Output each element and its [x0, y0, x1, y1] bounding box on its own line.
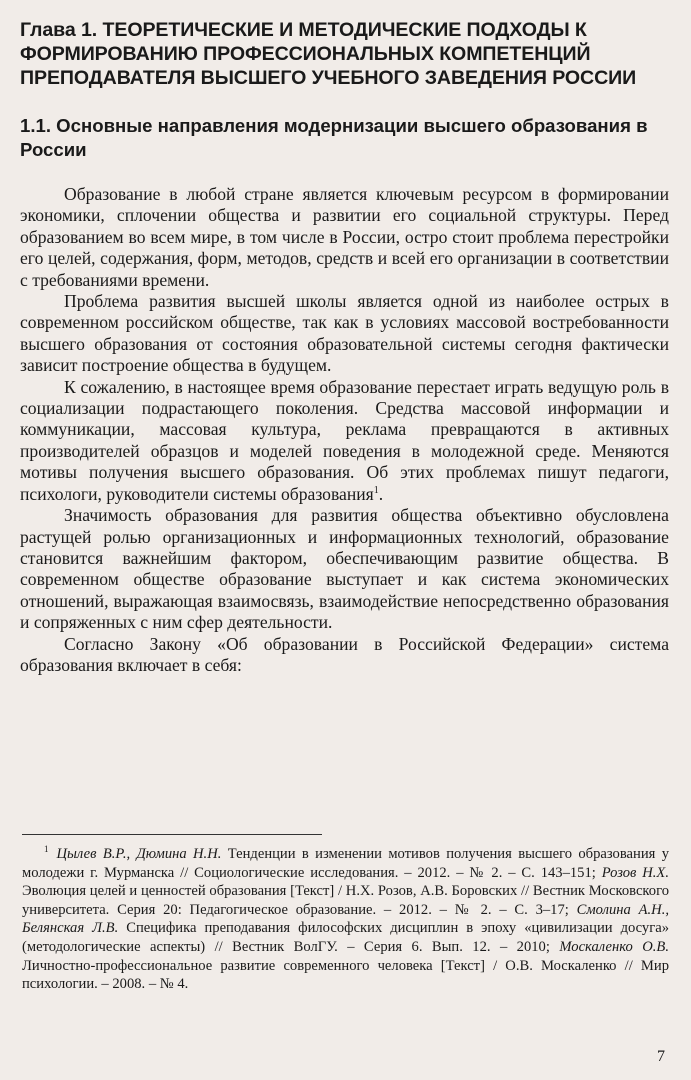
paragraph-1: Образование в любой стране является ключевым ресурсом в формировании экономики, сплочении общества и развитии его социальной структуры. Перед образованием во всем мире, в том числе в России, остро стоит проблема перестройки его целей, содержания, форм, методов, средств и всей его организации в соответствии с требованиями времени. [20, 184, 669, 290]
footnote-text-1: Тенденции в изменении мотивов получения высшего образования у молодежи г. Мурманска // Социологические исследования. – 2012. – № 2. – С. 143–151; [22, 846, 669, 881]
footnote [22, 845, 669, 994]
footnote-reference[interactable]: 1 [373, 484, 379, 496]
footnote-author-4: Москаленко О.В. [559, 938, 669, 955]
footnote-author-1: Цылев В.Р., Дюмина Н.Н. [56, 846, 222, 862]
paragraph-3 [20, 377, 669, 505]
footnote-author-3: Смолина А.Н., Белянская Л.В. [22, 901, 669, 937]
footnote-text-2: Эволюция целей и ценностей образования [Текст] / Н.Х. Розов, А.В. Боровских // Вестник Московского университета. Серия 20: Педагогическое образование. – 2012. – № 2. – С. 3–17; [22, 883, 669, 918]
paragraph-3-text: К сожалению, в настоящее время образование перестает играть ведущую роль в социализации подрастающего поколения. Средства массовой информации и коммуникации, массовая культура, реклама превращаются в активных производителей образцов и моделей поведения в молодежной среде. Меняются мотивы получения высшего образования. Об этих проблемах пишут педагоги, психологи, руководители системы образования [20, 376, 669, 504]
page-number: 7 [657, 1048, 665, 1065]
paragraph-2: Проблема развития высшей школы является одной из наиболее острых в современном российском обществе, так как в условиях массовой востребованности высшего образования от состояния образовательной системы сегодня фактически зависит построение общества в будущем. [20, 291, 669, 376]
footnote-author-2: Розов Н.Х. [601, 864, 669, 881]
paragraph-4: Значимость образования для развития общества объективно обусловлена растущей ролью организационных и информационных технологий, образование становится важнейшим фактором, обеспечивающим развитие общества. В современном обществе образование выступает и как система экономических отношений, выражающая взаимосвязь, взаимодействие непосредственно образования и сопряженных с ним сфер деятельности. [20, 505, 669, 633]
chapter-title: Глава 1. ТЕОРЕТИЧЕСКИЕ И МЕТОДИЧЕСКИЕ ПОДХОДЫ К ФОРМИРОВАНИЮ ПРОФЕССИОНАЛЬНЫХ КОМПЕТЕНЦИЙ ПРЕПОДАВАТЕЛЯ ВЫСШЕГО УЧЕБНОГО ЗАВЕДЕНИЯ РОССИИ [20, 19, 637, 89]
footnote-divider [22, 834, 322, 835]
paragraph-5: Согласно Закону «Об образовании в Российской Федерации» система образования включает в себя: [20, 633, 669, 675]
footnote-number: 1 [44, 844, 49, 854]
body-text [20, 184, 669, 676]
paragraph-3-end: . [378, 483, 384, 504]
section-title: 1.1. Основные направления модернизации высшего образования в России [20, 115, 648, 160]
footnote-text-4: Личностно-профессиональное развитие современного человека [Текст] / О.В. Москаленко // Мир психологии. – 2008. – № 4. [22, 957, 669, 993]
footnote-text-3: Специфика преподавания философских дисциплин в эпоху «цивилизации досуга» (методологические аспекты) // Вестник ВолГУ. – Серия 6. Вып. 12. – 2010; [22, 920, 669, 955]
